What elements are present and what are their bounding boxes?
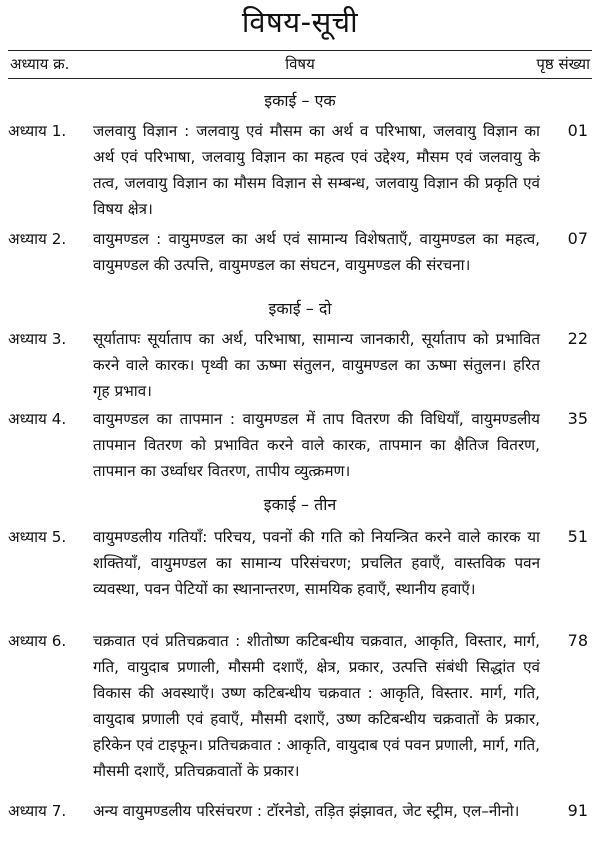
chapter-number: अध्याय 5. xyxy=(8,528,67,546)
page-number: 01 xyxy=(567,121,588,140)
chapter-description: अन्य वायुमण्डलीय परिसंचरण : टॉरनेडो, तड़ित झंझावत, जेट स्ट्रीम, एल–नीनो। xyxy=(93,802,520,820)
unit-heading: इकाई – दो xyxy=(268,299,332,318)
page-column-header: पृष्ठ संख्या xyxy=(536,55,590,73)
page-number: 07 xyxy=(567,229,588,248)
chapter-column-header: अध्याय क्र. xyxy=(10,55,70,73)
page-number: 35 xyxy=(567,409,588,428)
chapter-number: अध्याय 3. xyxy=(8,330,67,348)
page-number: 78 xyxy=(567,631,588,650)
subject-column-header: विषय xyxy=(285,55,315,73)
page-number: 22 xyxy=(567,329,588,348)
unit-heading: इकाई – एक xyxy=(264,91,336,110)
header-bottom-rule xyxy=(8,78,592,79)
chapter-number: अध्याय 6. xyxy=(8,632,67,650)
chapter-number: अध्याय 7. xyxy=(8,802,67,820)
chapter-description: चक्रवात एवं प्रतिचक्रवात : शीतोष्ण कटिबन्धीय चक्रवात, आकृति, विस्तार, मार्ग, गति, वायुदाब प्रणाली, मौसमी दशाएँ, क्षेत्र, प्रकार, उत्पत्ति संबंधी सिद्धांत एवं विकास की अवस्थाएँ। उष्ण कटिबन्धीय चक्रवात : आकृति, विस्तार. मार्ग, गति, वायुदाब प्रणाली एवं हवाएँ, मौसमी दशाएँ, उष्ण कटिबन्धीय चक्रवातों के प्रकार, हरिकेन एवं टाइफून। प्रतिचक्रवात : आकृति, वायुदाब एवं पवन प्रणाली, मार्ग, गति, मौसमी दशाएँ, प्रतिचक्रवातों के प्रकार। xyxy=(93,632,540,780)
chapter-description: सूर्यातापः सूर्याताप का अर्थ, परिभाषा, सामान्य जानकारी, सूर्याताप को प्रभावित करने वाले कारक। पृथ्वी का ऊष्मा संतुलन, वायुमण्डल का ऊष्मा संतुलन। हरित गृह प्रभाव। xyxy=(93,330,540,400)
chapter-description: जलवायु विज्ञान : जलवायु एवं मौसम का अर्थ व परिभाषा, जलवायु विज्ञान का अर्थ एवं परिभाषा, जलवायु विज्ञान का महत्व एवं उद्देश्य, मौसम एवं जलवायु के तत्व, जलवायु विज्ञान का मौसम विज्ञान से सम्बन्ध, जलवायु विज्ञान की प्रकृति एवं विषय क्षेत्र। xyxy=(93,122,540,218)
page-title: विषय-सूची xyxy=(241,5,359,39)
page-number: 91 xyxy=(567,801,588,820)
unit-heading: इकाई – तीन xyxy=(263,495,337,514)
chapter-number: अध्याय 1. xyxy=(8,122,67,140)
chapter-number: अध्याय 4. xyxy=(8,410,67,428)
chapter-description: वायुमण्डल का तापमान : वायुमण्डल में ताप वितरण की विधियाँ, वायुमण्डलीय तापमान वितरण को प्रभावित करने वाले कारक, तापमान का क्षैतिज वितरण, तापमान का उर्ध्वाधर वितरण, तापीय व्युत्क्रमण। xyxy=(93,410,540,480)
chapter-number: अध्याय 2. xyxy=(8,230,67,248)
chapter-description: वायुमण्डलीय गतियाँ: परिचय, पवनों की गति को नियन्त्रित करने वाले कारक या शक्तियाँ, वायुमण्डल का सामान्य परिसंचरण; प्रचलित हवाएँ, वास्तविक पवन व्यवस्था, पवन पेटियों का स्थानान्तरण, सामयिक हवाएँ, स्थानीय हवाएँ। xyxy=(93,528,540,598)
chapter-description: वायुमण्डल : वायुमण्डल का अर्थ एवं सामान्य विशेषताएँ, वायुमण्डल का महत्व, वायुमण्डल की उत्पत्ति, वायुमण्डल का संघटन, वायुमण्डल की संरचना। xyxy=(93,230,540,274)
page-number: 51 xyxy=(567,527,588,546)
table-header xyxy=(0,50,600,78)
